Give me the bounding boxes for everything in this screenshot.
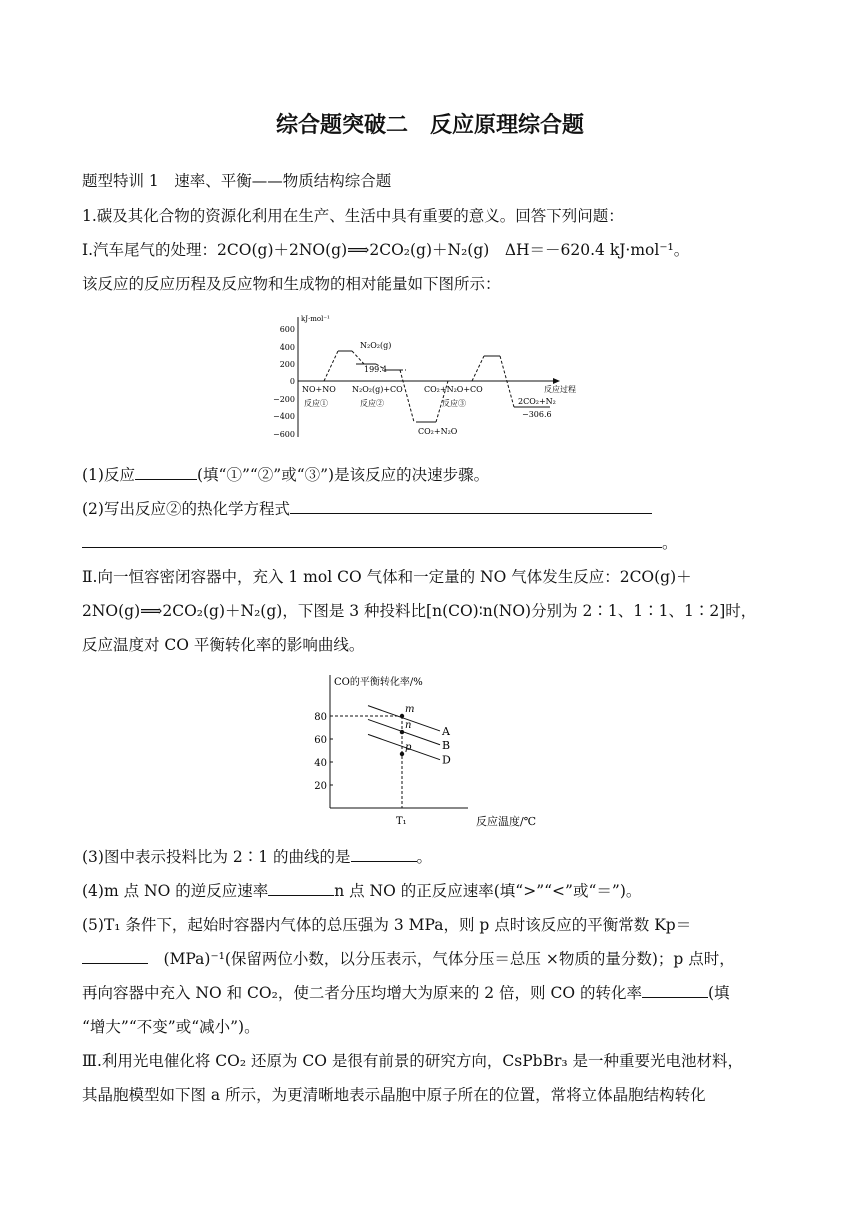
answer-blank[interactable] [82,949,148,964]
question-5-continued: (MPa)⁻¹(保留两位小数，以分压表示，气体分压＝总压 ×物质的量分数)；p 点时， [82,948,735,970]
point-label: n [405,720,412,732]
conversion-chart [300,670,560,830]
energy-step: 反应① [304,399,328,408]
part3-text: Ⅲ.利用光电催化将 CO₂ 还原为 CO 是很有前景的研究方向，CsPbBr₃ 是一种重要光电池材料， [82,1052,744,1070]
point-label: m [405,704,415,715]
chart-y-tick: 20 [314,781,327,792]
energy-y-tick: 400 [279,343,295,352]
chart-x-tick: T₁ [396,816,407,827]
answer-blank[interactable] [82,533,662,548]
question-2-continued: 。 [82,532,678,554]
part2-text: 2NO(g)⟹2CO₂(g)＋N₂(g)，下图是 3 种投料比[n(CO)∶n(NO)分别为 2∶1、1∶1、1∶2]时， [82,602,757,620]
energy-y-tick: −600 [273,430,295,439]
energy-label: 2CO₂+N₂ [518,397,556,406]
question-5-continued: “增大”“不变”或“减小”)。 [82,1018,260,1036]
energy-step: 反应③ [442,399,466,408]
energy-step: 反应② [360,399,384,408]
energy-y-tick: 0 [289,377,295,386]
point-n [400,730,404,734]
energy-label: CO₂+N₂O [418,427,458,436]
energy-x-label: 反应过程 [544,385,576,394]
chart-y-tick: 40 [314,758,327,769]
part3-text: 其晶胞模型如下图 a 所示，为更清晰地表示晶胞中原子所在的位置，常将立体晶胞结构转化 [82,1086,706,1104]
energy-y-tick: −200 [273,395,295,404]
energy-y-tick: 200 [279,360,295,369]
chart-y-label: CO的平衡转化率/% [334,677,423,688]
energy-diagram [268,312,598,442]
question-intro: 1.碳及其化合物的资源化利用在生产、生活中具有重要的意义。回答下列问题： [82,207,624,225]
energy-value: −306.6 [522,410,552,419]
question-5-continued: 再向容器中充入 NO 和 CO₂，使二者分压均增大为原来的 2 倍，则 CO 的转化率 (填 [82,984,730,1002]
series-label: B [442,738,451,752]
series-label: D [442,753,451,767]
part1-reaction: Ⅰ.汽车尾气的处理：2CO(g)＋2NO(g)⟹2CO₂(g)＋N₂(g) ΔH＝－620.4 kJ·mol⁻¹。 [82,241,690,259]
series-line-D [368,734,440,759]
part2-text: 反应温度对 CO 平衡转化率的影响曲线。 [82,636,365,654]
question-1: (1)反应 (填“①”“②”或“③”)是该反应的决速步骤。 [82,466,490,484]
energy-y-tick: −400 [273,412,295,421]
series-line-A [368,706,440,731]
answer-blank[interactable] [351,847,417,862]
question-4: (4)m 点 NO 的逆反应速率 n 点 NO 的正反应速率(填“>”“<”或“＝”)。 [82,882,642,900]
point-label: p [405,741,412,753]
chart-y-tick: 60 [314,735,327,746]
point-p [400,752,404,756]
page-title: 综合题突破二 反应原理综合题 [275,113,584,138]
answer-blank[interactable] [268,881,334,896]
question-2: (2)写出反应②的热化学方程式 [82,498,652,520]
part1-description: 该反应的反应历程及反应物和生成物的相对能量如下图所示： [82,275,501,293]
energy-value: 199.4 [364,365,387,374]
energy-label: CO₂+N₂O+CO [424,385,483,394]
energy-label: N₂O₂(g)+CO [352,385,403,394]
answer-blank[interactable] [135,465,197,480]
answer-blank[interactable] [642,983,708,998]
question-3: (3)图中表示投料比为 2∶1 的曲线的是 。 [82,848,433,866]
question-5: (5)T₁ 条件下，起始时容器内气体的总压强为 3 MPa，则 p 点时该反应的平衡常数 Kp＝ [82,916,692,934]
part2-text: Ⅱ.向一恒容密闭容器中，充入 1 mol CO 气体和一定量的 NO 气体发生反应：2CO(g)＋ [82,568,692,586]
chart-x-label: 反应温度/℃ [476,815,537,828]
energy-y-tick: 600 [279,325,295,334]
series-label: A [442,724,450,738]
energy-label: NO+NO [302,385,336,394]
section-heading: 题型特训 1 速率、平衡——物质结构综合题 [82,172,392,190]
point-m [400,714,404,718]
chart-y-tick: 80 [314,712,327,723]
answer-blank[interactable] [290,499,652,514]
energy-label: N₂O₂(g) [360,341,392,350]
energy-y-unit: kJ·mol⁻¹ [301,315,330,323]
